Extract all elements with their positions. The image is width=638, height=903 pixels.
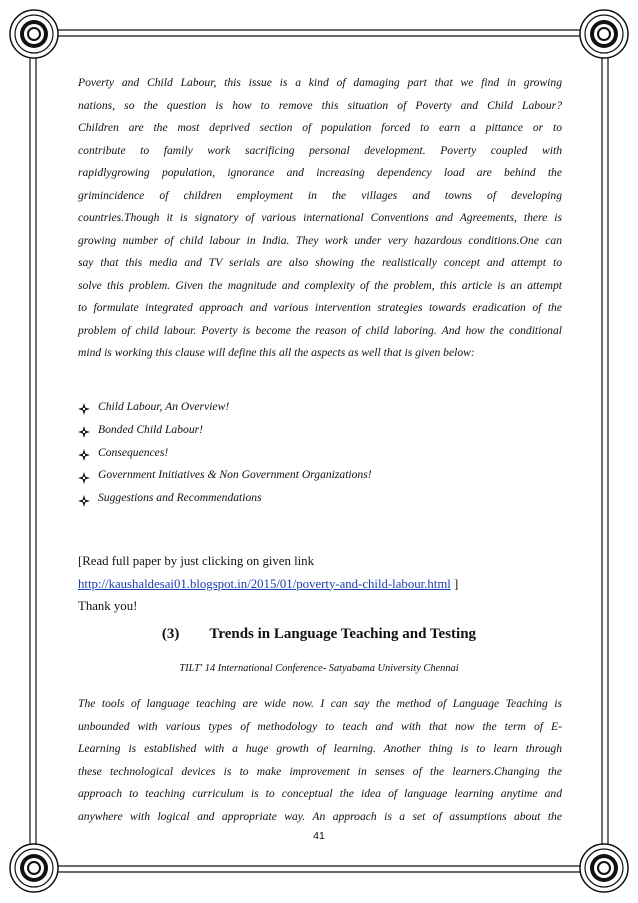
corner-ornament-bottom-right	[580, 844, 628, 892]
read-more-block	[78, 550, 458, 618]
corner-ornament-bottom-left	[10, 844, 58, 892]
read-more-link-line	[78, 573, 458, 596]
intro-line: rapidlygrowing population, ignorance and increasing dependency load are behind the	[78, 166, 562, 179]
list-item	[78, 464, 372, 487]
corner-ornament-top-right	[580, 10, 628, 58]
list-item-label: Government Initiatives & Non Government Organizations!	[98, 468, 372, 482]
section-subtitle: TILT' 14 International Conference- Satyabama University Chennai	[179, 663, 459, 674]
intro-line: nations, so the question is how to remove this situation of Poverty and Child Labour?	[78, 98, 562, 112]
diamond-bullet-icon	[78, 401, 90, 413]
list-item	[78, 419, 372, 442]
section-line: unbounded with various types of methodology to teach and with that now the term of E-	[78, 719, 562, 733]
intro-line: contribute to family work sacrificing personal development. Poverty coupled with	[78, 143, 562, 157]
section-body	[78, 693, 562, 828]
section-line: The tools of language teaching are wide now. I can say the method of Language Teaching is	[78, 697, 562, 710]
section-paragraph	[78, 693, 562, 828]
thanks-text: Thank you!	[78, 599, 138, 613]
list-item-label: Bonded Child Labour!	[98, 422, 203, 436]
diamond-bullet-icon	[78, 424, 90, 436]
intro-line: problem of child labour. Poverty is become the reason of child laboring. And how the conditional	[78, 323, 562, 337]
intro-section	[78, 72, 562, 365]
list-item-label: Consequences!	[98, 445, 169, 459]
topic-list	[78, 396, 372, 510]
read-more-close: ]	[450, 576, 459, 591]
intro-line: countries.Though it is signatory of various international Conventions and Agreements, there is	[78, 211, 562, 224]
intro-line: Children are the most deprived section of population forced to earn a pittance or to	[78, 121, 562, 134]
page-number: 41	[313, 830, 325, 842]
diamond-bullet-icon	[78, 447, 90, 459]
paper-link[interactable]: http://kaushaldesai01.blogspot.in/2015/01/poverty-and-child-labour.html	[78, 576, 451, 591]
list-item	[78, 487, 372, 510]
intro-line: to formulate integrated approach and various intervention strategies towards eradication of the	[78, 301, 562, 314]
list-item-label: Suggestions and Recommendations	[98, 491, 262, 505]
read-more-prompt: [Read full paper by just clicking on given link	[78, 554, 314, 568]
intro-line: grimincidence of children employment in the villages and towns of developing	[78, 188, 562, 202]
section-line: Learning is established with a huge growth of learning. Another thing is to learn through	[78, 742, 562, 755]
section-line: anywhere with logical and appropriate way. An approach is a set of assumptions about the	[78, 809, 562, 823]
list-item	[78, 442, 372, 465]
list-item	[78, 396, 372, 419]
diamond-bullet-icon	[78, 493, 90, 505]
intro-line: Poverty and Child Labour, this issue is a kind of damaging part that we find in growing	[78, 76, 562, 89]
intro-line: solve this problem. Given the magnitude and complexity of the problem, this article is an attempt	[78, 278, 562, 292]
corner-ornament-top-left	[10, 10, 58, 58]
section-line: approach to teaching curriculum is to conceptual the idea of language learning anytime and	[78, 787, 562, 800]
section-number: (3)	[161, 626, 180, 642]
intro-line: growing number of child labour in India. They work under very hazardous conditions.One can	[78, 233, 562, 247]
section-title: Trends in Language Teaching and Testing	[209, 626, 477, 642]
intro-line: say that this media and TV serials are also showing the realistically concept and attempt to	[78, 256, 562, 269]
diamond-bullet-icon	[78, 470, 90, 482]
list-item-label: Child Labour, An Overview!	[98, 400, 230, 413]
section-heading	[0, 626, 638, 643]
intro-paragraph	[78, 72, 562, 365]
section-line: these technological devices is to make improvement in senses of the learners.Changing the	[78, 764, 562, 778]
intro-line: mind is working this clause will define this all the aspects as well that is given below:	[78, 346, 475, 359]
